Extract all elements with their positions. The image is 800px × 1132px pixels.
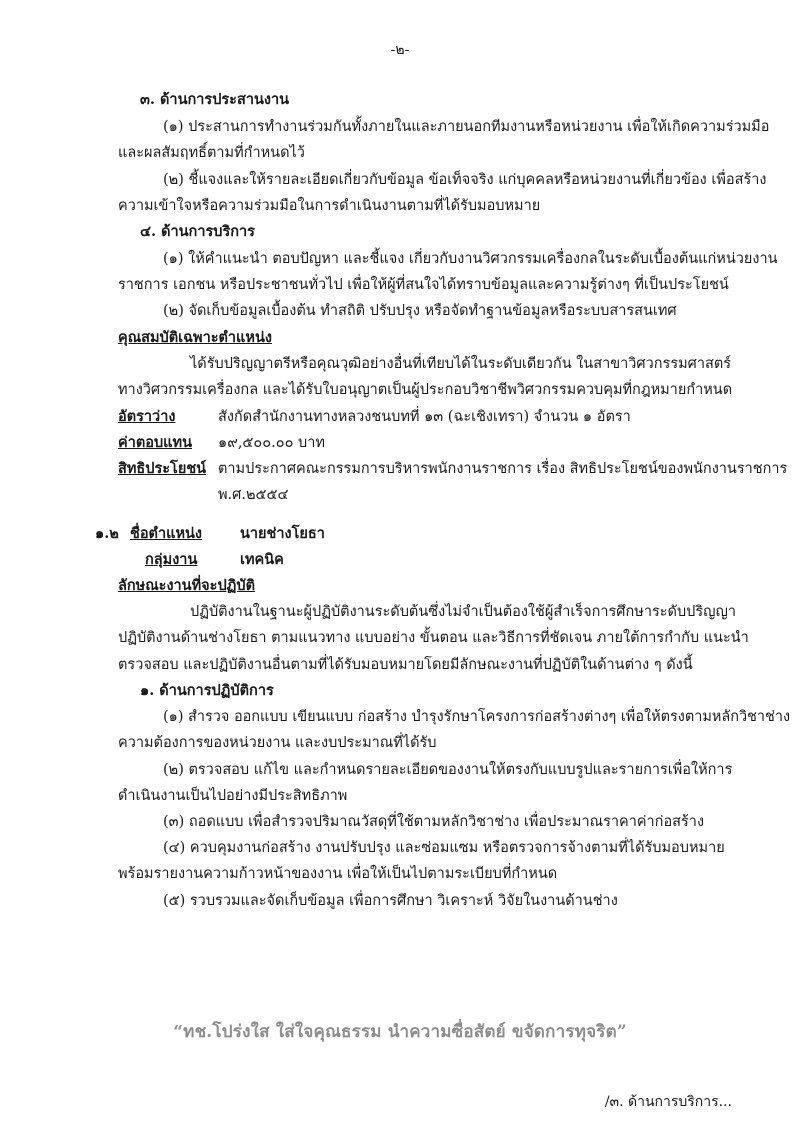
- position-name-value: นายช่างโยธา: [240, 525, 325, 542]
- operations-heading: ๑. ด้านการปฏิบัติการ: [140, 682, 274, 699]
- position-name-label: ชื่อตำแหน่ง: [130, 525, 203, 542]
- qualifications-heading: คุณสมบัติเฉพาะตำแหน่ง: [118, 329, 272, 346]
- operations-item-3: (๓) ถอดแบบ เพื่อสำรวจปริมาณวัสดุที่ใช้ตามหลักวิชาช่าง เพื่อประมาณราคาค่าก่อสร้าง: [163, 814, 705, 830]
- service-item-1-line-1: (๑) ให้คำแนะนำ ตอบปัญหา และชี้แจง เกี่ยวกับงานวิศวกรรมเครื่องกลในระดับเบื้องต้นแก่หน่วยงาน: [163, 251, 778, 267]
- vacancy-value: สังกัดสำนักงานทางหลวงชนบทที่ ๑๓ (ฉะเชิงเทรา) จำนวน ๑ อัตรา: [218, 409, 631, 425]
- position-number: ๑.๒: [95, 525, 119, 542]
- page-number: -๒-: [390, 42, 410, 58]
- position-group-label: กลุ่มงาน: [145, 551, 198, 568]
- benefits-value-line-1: ตามประกาศคณะกรรมการบริหารพนักงานราชการ เรื่อง สิทธิประโยชน์ของพนักงานราชการ: [218, 461, 788, 477]
- coordination-heading: ๓. ด้านการประสานงาน: [140, 91, 290, 108]
- operations-item-4-line-2: พร้อมรายงานความก้าวหน้าของงาน เพื่อให้เป็นไปตามระเบียบที่กำหนด: [118, 866, 558, 882]
- benefits-label: สิทธิประโยชน์: [118, 460, 207, 477]
- operations-item-5: (๕) รวบรวมและจัดเก็บข้อมูล เพื่อการศึกษา วิเคราะห์ วิจัยในงานด้านช่าง: [163, 893, 618, 909]
- benefits-value-line-2: พ.ศ.๒๕๕๔: [218, 487, 289, 503]
- footer-motto: “ทช.โปร่งใส ใส่ใจคุณธรรม นำความซื่อสัตย์ ขจัดการทุจริต”: [173, 1022, 627, 1042]
- operations-item-1-line-2: ความต้องการของหน่วยงาน และงบประมาณที่ได้รับ: [118, 735, 437, 751]
- position-group-value: เทคนิค: [240, 551, 284, 568]
- qualifications-line-2: ทางวิศวกรรมเครื่องกล และได้รับใบอนุญาตเป็นผู้ประกอบวิชาชีพวิศวกรรมควบคุมที่กฎหมายกำหนด: [118, 382, 733, 398]
- service-item-1-line-2: ราชการ เอกชน หรือประชาชนทั่วไป เพื่อให้ผู้ที่สนใจได้ทราบข้อมูลและความรู้ต่างๆ ที่เป็นประโยชน์: [118, 277, 729, 293]
- job-nature-line-3: ตรวจสอบ และปฏิบัติงานอื่นตามที่ได้รับมอบหมายโดยมีลักษณะงานที่ปฏิบัติในด้านต่าง ๆ ดังนี้: [118, 657, 693, 673]
- operations-item-2-line-1: (๒) ตรวจสอบ แก้ไข และกำหนดรายละเอียดของงานให้ตรงกับแบบรูปและรายการเพื่อให้การ: [163, 762, 733, 778]
- operations-item-4-line-1: (๔) ควบคุมงานก่อสร้าง งานปรับปรุง และซ่อมแซม หรือตรวจการจ้างตามที่ได้รับมอบหมาย: [163, 840, 725, 856]
- salary-label: ค่าตอบแทน: [118, 434, 192, 451]
- qualifications-line-1: ได้รับปริญญาตรีหรือคุณวุฒิอย่างอื่นที่เทียบได้ในระดับเดียวกัน ในสาขาวิศวกรรมศาสตร์: [190, 356, 732, 372]
- coordination-item-1-line-2: และผลสัมฤทธิ์ตามที่กำหนดไว้: [118, 145, 305, 161]
- vacancy-label: อัตราว่าง: [118, 408, 176, 425]
- operations-item-1-line-1: (๑) สำรวจ ออกแบบ เขียนแบบ ก่อสร้าง บำรุงรักษาโครงการก่อสร้างต่างๆ เพื่อให้ตรงตามหลักวิชาช่าง: [163, 709, 791, 725]
- coordination-item-2-line-1: (๒) ชี้แจงและให้รายละเอียดเกี่ยวกับข้อมูล ข้อเท็จจริง แก่บุคคลหรือหน่วยงานที่เกี่ยวข้อง เพื่อสร้าง: [163, 172, 767, 188]
- coordination-item-1-line-1: (๑) ประสานการทำงานร่วมกันทั้งภายในและภายนอกทีมงานหรือหน่วยงาน เพื่อให้เกิดความร่วมมือ: [163, 119, 770, 135]
- next-page-reference: /๓. ด้านการบริการ...: [604, 1094, 732, 1110]
- service-item-2: (๒) จัดเก็บข้อมูลเบื้องต้น ทำสถิติ ปรับปรุง หรือจัดทำฐานข้อมูลหรือระบบสารสนเทศ: [163, 303, 677, 319]
- salary-value: ๑๙,๕๐๐.๐๐ บาท: [218, 435, 325, 451]
- coordination-item-2-line-2: ความเข้าใจหรือความร่วมมือในการดำเนินงานตามที่ได้รับมอบหมาย: [118, 198, 541, 214]
- service-heading: ๔. ด้านการบริการ: [140, 223, 255, 240]
- operations-item-2-line-2: ดำเนินงานเป็นไปอย่างมีประสิทธิภาพ: [118, 788, 348, 804]
- job-nature-heading: ลักษณะงานที่จะปฏิบัติ: [118, 577, 255, 594]
- job-nature-line-2: ปฏิบัติงานด้านช่างโยธา ตามแนวทาง แบบอย่าง ขั้นตอน และวิธีการที่ชัดเจน ภายใต้การกำกับ แนะนำ: [118, 630, 749, 646]
- job-nature-line-1: ปฏิบัติงานในฐานะผู้ปฏิบัติงานระดับต้นซึ่งไม่จำเป็นต้องใช้ผู้สำเร็จการศึกษาระดับปริญญา: [190, 604, 737, 620]
